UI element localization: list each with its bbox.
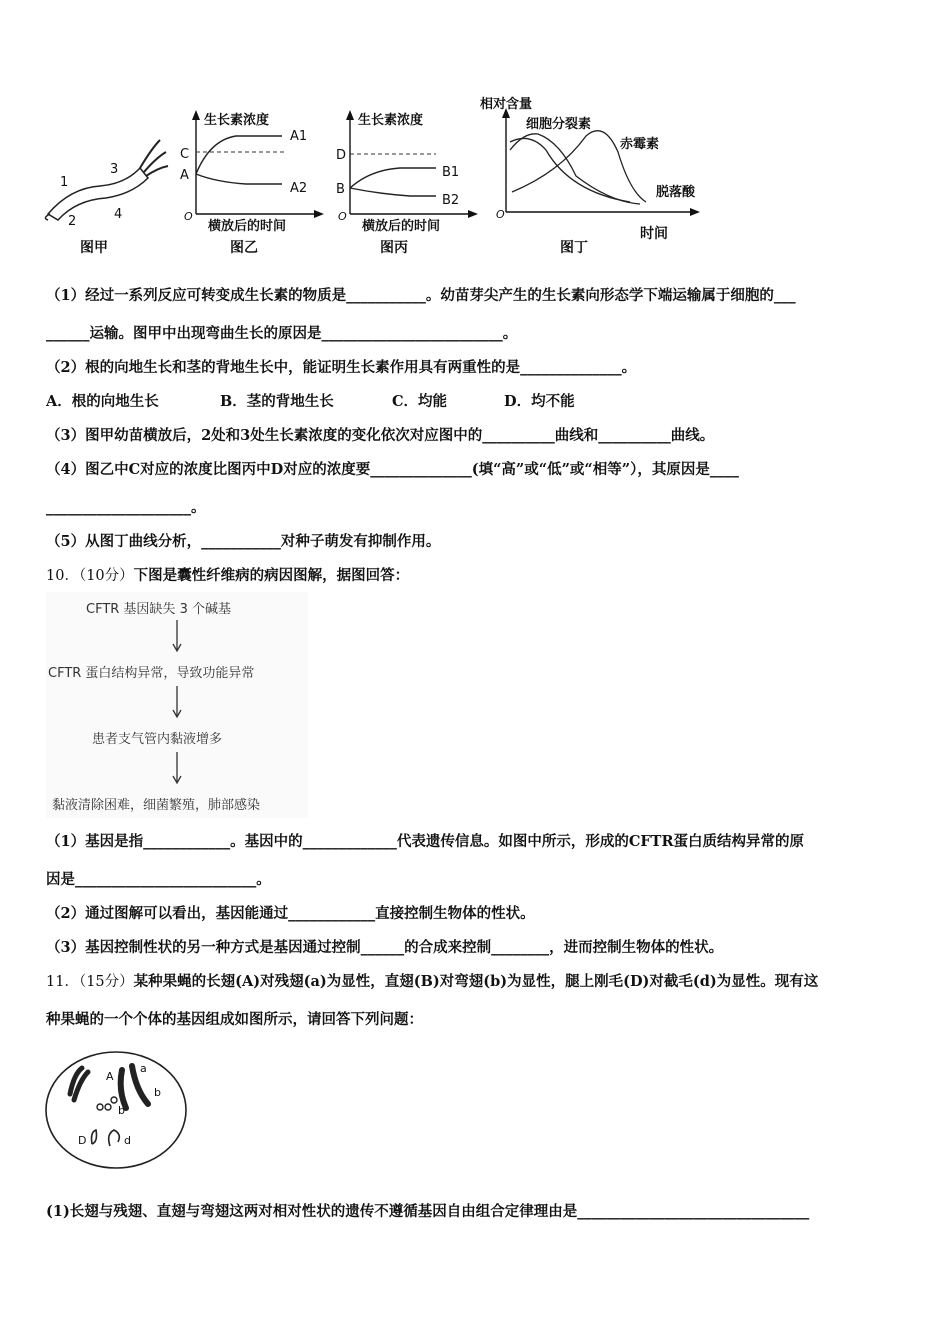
curve-a2	[196, 174, 282, 184]
flow-step-4: 黏液清除困难，细菌繁殖，肺部感染	[52, 798, 261, 813]
caption-jia: 图甲	[80, 240, 108, 256]
caption-ding: 图丁	[560, 240, 588, 256]
figure-ding	[480, 92, 720, 260]
label-1: 1	[60, 175, 69, 190]
tick-c: C	[180, 147, 190, 162]
flow-step-1: CFTR 基因缺失 3 个碱基	[86, 602, 231, 617]
label-a1: A1	[290, 129, 308, 144]
label-2: 2	[68, 214, 77, 229]
q10-number: 10．	[46, 568, 79, 584]
label-gibberellin: 赤霉素	[620, 137, 660, 152]
seedling-root	[45, 214, 50, 220]
q10-line-1: （1）基因是指____________。基因中的_____________代表遗传信息。如图中所示，形成的CFTR蛋白质结构异常的原	[46, 833, 805, 850]
seedling-leaf	[140, 140, 168, 176]
origin-yi: O	[184, 210, 193, 223]
label-a2: A2	[290, 181, 308, 196]
gene-label-b1: b	[118, 1104, 125, 1117]
curve-b1	[350, 168, 436, 188]
xlabel-bing: 横放后的时间	[362, 219, 441, 234]
ylabel-ding: 相对含量	[480, 97, 533, 112]
label-b1: B1	[442, 165, 460, 180]
q9-line-6: ____________________。	[46, 499, 206, 516]
q11-number: 11．	[46, 974, 79, 990]
label-3: 3	[110, 162, 119, 177]
q10-line-3: （2）通过图解可以看出，基因能通过____________直接控制生物体的性状。	[46, 905, 535, 922]
caption-yi: 图乙	[230, 240, 258, 256]
figure-bing	[330, 106, 480, 260]
q9-option-d: D．均不能	[504, 393, 575, 410]
q9-option-a: A．根的向地生长	[46, 393, 159, 410]
gene-label-D: D	[78, 1134, 87, 1147]
q11-line-3: (1)长翅与残翅、直翅与弯翅这两对相对性状的遗传不遵循基因自由组合定律理由是________________________________	[46, 1203, 810, 1220]
curve-b2	[350, 188, 436, 196]
figure-jia	[40, 128, 180, 260]
flow-arrow-2	[170, 686, 184, 720]
q10-stem-text: 下图是囊性纤维病的病因图解，据图回答：	[133, 567, 410, 584]
gene-label-d: d	[124, 1134, 131, 1147]
q11-line-1-text: 某种果蝇的长翅(A)对残翅(a)为显性，直翅(B)对弯翅(b)为显性，腿上刚毛(D)对截毛(d)为显性。现有这	[133, 973, 819, 990]
tick-b: B	[336, 182, 345, 197]
tick-d: D	[336, 148, 347, 163]
curve-a1	[196, 136, 282, 174]
label-4: 4	[114, 207, 123, 222]
label-b2: B2	[442, 193, 460, 208]
q10-line-4: （3）基因控制性状的另一种方式是基因通过控制______的合成来控制________，进而控制生物体的性状。	[46, 939, 724, 956]
gene-label-b2: b	[154, 1086, 161, 1099]
gene-label-a: a	[140, 1062, 147, 1075]
xlabel-ding: 时间	[640, 226, 668, 242]
label-cytokinin: 细胞分裂素	[526, 117, 592, 132]
q9-line-1: （1）经过一系列反应可转变成生长素的物质是___________。幼苗芽尖产生的生长素向形态学下端运输属于细胞的___	[46, 287, 796, 304]
q9-line-7: （5）从图丁曲线分析，___________对种子萌发有抑制作用。	[46, 533, 441, 550]
q11-line-1	[46, 972, 818, 992]
curve-cytokinin	[510, 138, 630, 202]
q9-line-3: （2）根的向地生长和茎的背地生长中，能证明生长素作用具有两重性的是______________。	[46, 359, 637, 376]
q10-flowchart	[46, 592, 308, 818]
q9-line-5: （4）图乙中C对应的浓度比图丙中D对应的浓度要______________(填“高”或“低”或“相等”），其原因是____	[46, 461, 739, 478]
ylabel-yi: 生长素浓度	[204, 113, 270, 128]
q11-line-2: 种果蝇的一个个体的基因组成如图所示，请回答下列问题：	[46, 1011, 423, 1028]
flow-step-2: CFTR 蛋白结构异常，导致功能异常	[48, 666, 255, 681]
xlabel-yi: 横放后的时间	[208, 219, 287, 234]
gene-label-A: A	[106, 1070, 114, 1083]
flow-arrow-1	[170, 620, 184, 654]
origin-ding: O	[496, 208, 505, 221]
q9-line-4: （3）图甲幼苗横放后，2处和3处生长素浓度的变化依次对应图中的__________曲线和__________曲线。	[46, 427, 715, 444]
tick-a: A	[180, 168, 189, 183]
q10-stem	[46, 566, 409, 586]
flow-arrow-3	[170, 752, 184, 786]
ylabel-bing: 生长素浓度	[358, 113, 424, 128]
flow-step-3: 患者支气管内黏液增多	[92, 732, 223, 747]
caption-bing: 图丙	[380, 240, 408, 256]
q10-score: （10分）	[78, 568, 134, 584]
q11-score: （15分）	[78, 974, 134, 990]
q9-option-b: B．茎的背地生长	[220, 393, 334, 410]
label-aba: 脱落酸	[656, 185, 696, 200]
origin-bing: O	[338, 210, 347, 223]
figure-yi	[176, 106, 326, 260]
cell-diagram	[44, 1050, 188, 1170]
q10-line-2: 因是_________________________。	[46, 871, 271, 888]
q9-option-c: C．均能	[392, 393, 448, 410]
q9-line-2: ______运输。图甲中出现弯曲生长的原因是_________________________。	[46, 325, 518, 342]
